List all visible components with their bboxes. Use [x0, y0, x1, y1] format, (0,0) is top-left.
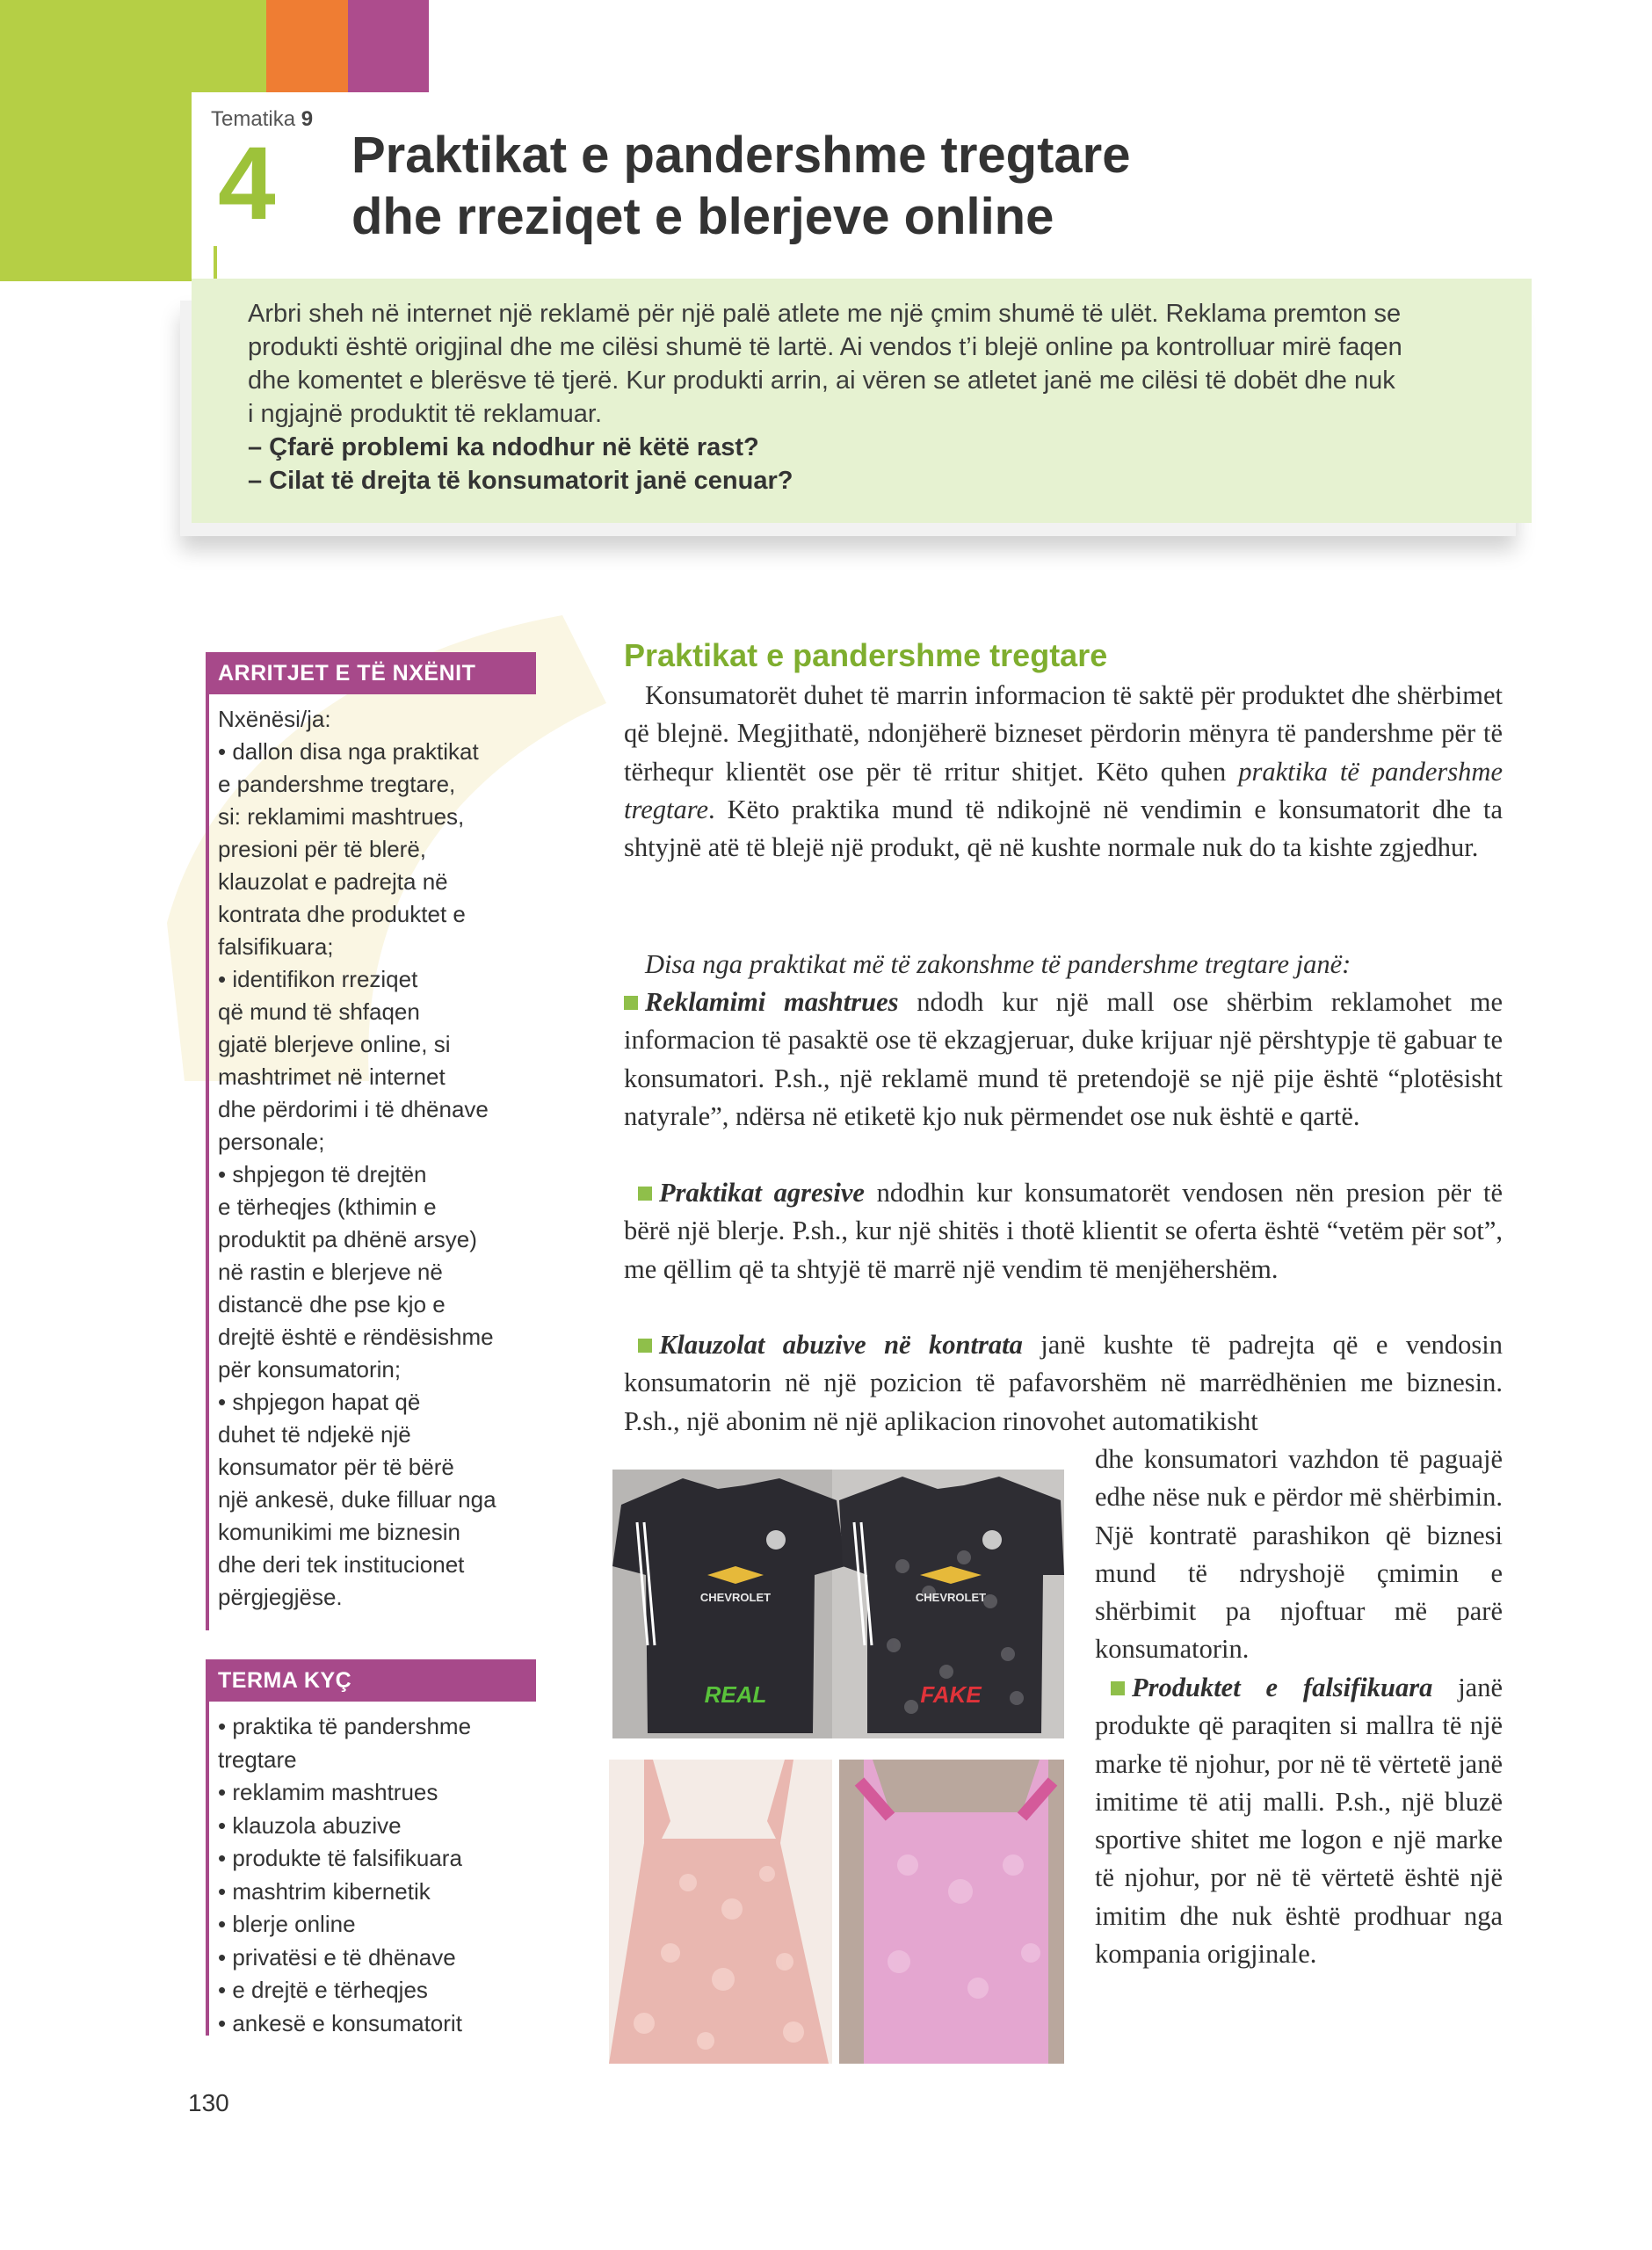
outcome-line: • dallon disa nga praktikat: [218, 738, 479, 765]
lesson-number: 4: [218, 126, 276, 242]
outcome-line: komunikimi me biznesin: [218, 1519, 460, 1545]
key-term: • reklamim mashtrues: [218, 1779, 438, 1805]
outcome-line: mashtrimet në internet: [218, 1063, 446, 1090]
key-term: • praktika të pandershme: [218, 1713, 472, 1739]
paragraph-text: ndodh kur një mall ose shërbim reklamohet me informacion të pasaktë ose të ekzagjeruar, duke krijuar një përshtypje të gabuar te konsumatori. P.sh., një reklamë mund të pretendojë se një pije është “plotësisht natyrale”, ndërsa në etiketë kjo nuk përmendet ose nuk është e qartë.: [624, 987, 1503, 1131]
jersey-sponsor-text-real: CHEVROLET: [699, 1591, 772, 1604]
outcome-line: • shpjegon të drejtën: [218, 1161, 427, 1187]
outcome-line: klauzolat e padrejta në: [218, 868, 448, 895]
outcome-line: personale;: [218, 1129, 325, 1155]
scenario-text: [248, 297, 1513, 497]
bullet-square-icon: [1111, 1681, 1125, 1695]
scenario-line: produkti është origjinal dhe me cilësi shumë të lartë. Ai vendos t’i blejë online pa kontrolluar mirë faqen: [248, 333, 1402, 361]
learning-outcomes-heading: ARRITJET E TË NXËNIT: [206, 652, 536, 694]
outcome-line: distancë dhe pse kjo e: [218, 1291, 446, 1317]
page-title-line1: Praktikat e pandershme tregtare: [351, 127, 1131, 184]
intro-text: Konsumatorët duhet të marrin informacion të saktë për produktet dhe shërbimet që blejnë. Megjithatë, ndonjëherë bizneset përdorin mënyra të pandershme për të tërhequr klientët ose për të rritur shitjet. Këto quhen: [624, 680, 1503, 787]
paragraph-text: ndodhin kur konsumatorët vendosen nën presion për të bërë një blerje. P.sh., kur një shitës i thotë klientit se oferta është “vetëm për sot”, me qëllim që ta shtyjë të marrë një vendim të menjëhershëm.: [624, 1178, 1503, 1284]
paragraph-abusive-clauses: [624, 1326, 1503, 1441]
scenario-question-1: – Çfarë problemi ka ndodhur në këtë rast?: [248, 433, 759, 461]
outcome-line: përgjegjëse.: [218, 1584, 343, 1610]
bullet-square-icon: [638, 1187, 652, 1201]
key-term: • e drejtë e tërheqjes: [218, 1977, 428, 2003]
header-card: [192, 92, 1532, 281]
intro-text-end: . Këto praktika mund të ndikojnë në vendimin e konsumatorit dhe ta shtyjnë atë të blejë një produkt, që në kushte normale nuk do ta kishte zgjedhur.: [624, 794, 1503, 863]
bullet-square-icon: [624, 996, 638, 1010]
outcome-line: drejtë është e rëndësishme: [218, 1324, 494, 1350]
term-counterfeit-products: Produktet e falsifikuara: [1132, 1673, 1433, 1702]
key-term: • ankesë e konsumatorit: [218, 2009, 462, 2036]
key-term: • klauzola abuzive: [218, 1811, 402, 1839]
outcome-line: e tërheqjes (kthimin e: [218, 1194, 437, 1220]
key-term: • privatësi e të dhënave: [218, 1943, 456, 1971]
page-number: 130: [188, 2089, 229, 2116]
outcome-line: në rastin e blerjeve në: [218, 1259, 443, 1285]
key-term: tregtare: [218, 1746, 297, 1773]
tematika-label: Tematika 9: [211, 107, 314, 131]
outcome-line: për konsumatorin;: [218, 1356, 402, 1383]
paragraph-aggressive-practices: [624, 1174, 1503, 1288]
list-intro: Disa nga praktikat më të zakonshme të pandershme tregtare janë:: [645, 949, 1351, 979]
intro-term: praktika të pandershme tregtare: [624, 756, 1503, 824]
scenario-line: dhe komentet e blerësve të tjerë. Kur produkti arrin, ai vëren se atletet janë me cilësi të dobët dhe nuk: [248, 367, 1395, 395]
paragraph-misleading-ads: [624, 983, 1503, 1136]
term-aggressive-practices: Praktikat agresive: [659, 1178, 865, 1208]
corner-block-purple: [348, 0, 429, 97]
paragraph-text: janë produkte që paraqiten si mallra të një marke të njohur, por në të vërtetë janë imitime të atij malli. P.sh., një bluzë sportive shitet me logon e një marke të njohur, por në të vërtetë është një imitim dhe nuk është prodhuar nga kompania origjinale.: [1095, 1673, 1503, 1970]
outcome-line: dhe përdorimi i të dhënave: [218, 1096, 489, 1122]
jersey-sponsor-text-fake: CHEVROLET: [915, 1591, 987, 1604]
outcome-line: presioni për të blerë,: [218, 836, 427, 862]
learning-outcomes-list: [218, 703, 525, 1614]
outcome-line: duhet të ndjekë një: [218, 1421, 411, 1448]
outcome-line: produktit pa dhënë arsye): [218, 1226, 477, 1252]
outcome-line: Nxënësi/ja:: [218, 706, 331, 732]
scenario-line: Arbri sheh në internet një reklamë për një palë atlete me një çmim shumë të ulët. Reklama premton se: [248, 300, 1402, 328]
outcome-line: • identifikon rreziqet: [218, 966, 418, 992]
outcome-line: si: reklamimi mashtrues,: [218, 803, 465, 830]
term-abusive-clauses: Klauzolat abuzive në kontrata: [659, 1330, 1023, 1360]
real-label: REAL: [704, 1681, 767, 1708]
outcome-line: dhe deri tek institucionet: [218, 1551, 465, 1578]
jerseys-illustration: [612, 1470, 1064, 1738]
intro-paragraph: [624, 677, 1503, 867]
outcome-line: një ankesë, duke filluar nga: [218, 1486, 496, 1513]
scenario-line: i ngjajnë produktit të reklamuar.: [248, 400, 602, 428]
outcome-line: gjatë blerjeve online, si: [218, 1031, 451, 1057]
term-misleading-ads: Reklamimi mashtrues: [645, 987, 899, 1017]
paragraph-text: janë kushte të padrejta që e vendosin konsumatorin në një pozicion të pafavorshëm në marrëdhënien me biznesin. P.sh., një abonim në një aplikacion rinovohet automatikisht: [624, 1330, 1503, 1436]
outcome-line: kontrata dhe produktet e: [218, 901, 466, 927]
corner-block-green-top: [192, 0, 266, 97]
outcome-line: falsifikuara;: [218, 933, 334, 960]
key-term: • blerje online: [218, 1911, 356, 1937]
section-heading: Praktikat e pandershme tregtare: [624, 637, 1108, 673]
paragraph-counterfeit-products: [1095, 1669, 1503, 1973]
photo-real-vs-fake-jerseys: [612, 1470, 1064, 1738]
scenario-question-2: – Cilat të drejta të konsumatorit janë cenuar?: [248, 467, 793, 495]
photo-real-vs-fake-dresses: [609, 1760, 1064, 2064]
key-term: • produkte të falsifikuara: [218, 1845, 462, 1871]
corner-block-orange: [266, 0, 348, 97]
outcome-line: që mund të shfaqen: [218, 998, 420, 1025]
key-terms-heading: TERMA KYÇ: [206, 1659, 536, 1702]
paragraph-abusive-clauses-continued: dhe konsumatori vazhdon të paguajë edhe nëse nuk e përdor më shërbimin. Një kontratë parashikon që biznesi mund të ndryshojë çmimin e shërbimit pa njoftuar më parë konsumatorin.: [1095, 1444, 1503, 1665]
bullet-square-icon: [638, 1339, 652, 1353]
outcome-line: e pandershme tregtare,: [218, 771, 456, 797]
fake-label: FAKE: [920, 1681, 982, 1708]
outcome-line: • shpjegon hapat që: [218, 1389, 421, 1415]
dresses-illustration: [609, 1760, 1064, 2064]
key-terms-list: [218, 1710, 534, 2040]
corner-block-green: [0, 0, 192, 281]
page-title-line2: dhe rreziqet e blerjeve online: [351, 188, 1054, 245]
outcome-line: konsumator për të bërë: [218, 1454, 454, 1480]
key-term: • mashtrim kibernetik: [218, 1877, 431, 1905]
